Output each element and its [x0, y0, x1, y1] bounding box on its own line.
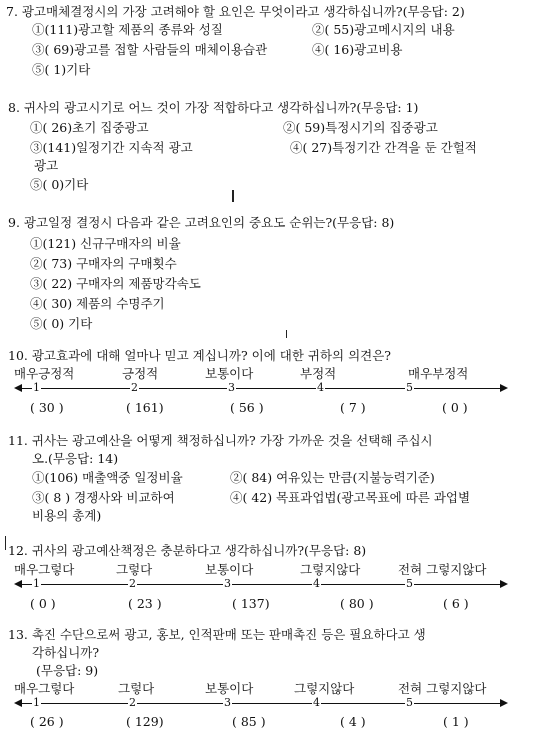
q10-scale-label-3: 보통이다	[205, 366, 254, 381]
q7-option-4: ④( 16)광고비용	[312, 42, 403, 57]
q13-question: 13. 촉진 수단으로써 광고, 홍보, 인적판매 또는 판매촉진 등은 필요하다고 생	[8, 627, 426, 642]
q13-nonresponse: (무응답: 9)	[36, 663, 99, 678]
q12-tick-3: 3	[224, 577, 231, 590]
q13-scale-label-2: 그렇다	[118, 681, 155, 696]
q12-scale-label-4: 그렇지않다	[300, 562, 361, 577]
q12-scale-label-3: 보통이다	[205, 562, 254, 577]
q12-count-4: ( 80 )	[340, 596, 374, 611]
q13-count-5: ( 1 )	[443, 714, 469, 729]
q13-tick-2: 2	[129, 696, 136, 709]
q10-scale-label-2: 긍정적	[122, 366, 159, 381]
q13-count-4: ( 4 )	[340, 714, 366, 729]
q12-tick-4: 4	[313, 577, 320, 590]
q8-option-5: ⑤( 0)기타	[30, 177, 89, 192]
q9-question: 9. 광고일정 결정시 다음과 같은 고려요인의 중요도 순위는?(무응답: 8)	[8, 215, 395, 230]
q12-scale-line	[20, 584, 500, 585]
q11-option-1: ①(106) 매출액중 일정비율	[32, 470, 183, 485]
q9-option-5: ⑤( 0) 기타	[30, 316, 93, 331]
q13-scale-label-4: 그렇지않다	[294, 681, 355, 696]
q10-scale-line	[20, 388, 500, 389]
q13-count-2: ( 129)	[126, 714, 164, 729]
q13-scale-line	[20, 703, 500, 704]
q12-count-1: ( 0 )	[30, 596, 56, 611]
q8-question: 8. 귀사의 광고시기로 어느 것이 가장 적합하다고 생각하십니까?(무응답: 1)	[8, 100, 419, 115]
q12-tick-2: 2	[129, 577, 136, 590]
q10-scale-label-4: 부정적	[300, 366, 337, 381]
q11-option-4-continued: 비용의 총계)	[32, 508, 102, 523]
q7-option-3: ③( 69)광고를 접할 사람들의 매체이용습관	[32, 42, 268, 57]
q13-scale-label-1: 매우그렇다	[14, 681, 75, 696]
q12-question: 12. 귀사의 광고예산책정은 충분하다고 생각하십니까?(무응답: 8)	[8, 543, 367, 558]
q13-count-3: ( 85 )	[232, 714, 266, 729]
q12-count-5: ( 6 )	[443, 596, 469, 611]
q7-option-5: ⑤( 1)기타	[32, 62, 91, 77]
q10-tick-3: 3	[228, 381, 235, 394]
q10-count-4: ( 7 )	[340, 400, 366, 415]
q10-scale-label-1: 매우긍정적	[14, 366, 75, 381]
q8-option-2: ②( 59)특정시기의 집중광고	[283, 120, 438, 135]
q9-option-3: ③( 22) 구매자의 제품망각속도	[30, 276, 201, 291]
q12-scale-label-1: 매우그렇다	[14, 562, 75, 577]
q9-option-4: ④( 30) 제품의 수명주기	[30, 296, 165, 311]
print-mark	[5, 536, 6, 550]
q9-option-1: ①(121) 신규구매자의 비율	[30, 236, 181, 251]
q10-count-5: ( 0 )	[442, 400, 468, 415]
q12-scale-label-2: 그렇다	[116, 562, 153, 577]
q7-question: 7. 광고매체결정시의 가장 고려해야 할 요인은 무엇이라고 생각하십니까?(무응답: 2)	[6, 4, 465, 19]
q10-tick-1: 1	[33, 381, 40, 394]
q13-scale-arrow-right	[500, 699, 508, 707]
q10-question: 10. 광고효과에 대해 얼마나 믿고 계십니까? 이에 대한 귀하의 의견은?	[8, 348, 391, 363]
q10-count-1: ( 30 )	[30, 400, 64, 415]
q10-count-2: ( 161)	[126, 400, 164, 415]
q8-option-4-continued: 광고	[34, 158, 59, 173]
q10-tick-5: 5	[406, 381, 413, 394]
q10-scale-arrow-right	[500, 384, 508, 392]
q11-option-4: ④( 42) 목표과업법(광고목표에 따른 과업별	[230, 490, 471, 505]
q12-scale-arrow-right	[500, 580, 508, 588]
print-mark	[232, 190, 234, 202]
q13-count-1: ( 26 )	[30, 714, 64, 729]
q12-count-2: ( 23 )	[128, 596, 162, 611]
q10-tick-4: 4	[317, 381, 324, 394]
print-mark	[286, 330, 287, 338]
q13-tick-4: 4	[313, 696, 320, 709]
q10-scale-label-5: 매우부정적	[408, 366, 469, 381]
q8-option-1: ①( 26)초기 집중광고	[30, 120, 149, 135]
q11-option-3: ③( 8 ) 경쟁사와 비교하여	[32, 490, 175, 505]
q13-question-continued: 각하십니까?	[32, 645, 100, 660]
q12-scale-label-5: 전혀 그렇지않다	[398, 562, 487, 577]
q10-count-3: ( 56 )	[230, 400, 264, 415]
q12-tick-5: 5	[406, 577, 413, 590]
q13-tick-5: 5	[406, 696, 413, 709]
q10-tick-2: 2	[131, 381, 138, 394]
q9-option-2: ②( 73) 구매자의 구매횟수	[30, 256, 177, 271]
q13-tick-3: 3	[224, 696, 231, 709]
q13-tick-1: 1	[33, 696, 40, 709]
q8-option-3: ③(141)일정기간 지속적 광고	[30, 140, 193, 155]
q11-question-continued: 오.(무응답: 14)	[32, 451, 119, 466]
q12-tick-1: 1	[33, 577, 40, 590]
q8-option-4: ④( 27)특정기간 간격을 둔 간헐적	[290, 140, 477, 155]
q7-option-2: ②( 55)광고메시지의 내용	[312, 22, 455, 37]
q11-question: 11. 귀사는 광고예산을 어떻게 책정하십니까? 가장 가까운 것을 선택해 주십시	[8, 433, 433, 448]
q11-option-2: ②( 84) 여유있는 만큼(지불능력기준)	[230, 470, 435, 485]
q12-count-3: ( 137)	[232, 596, 270, 611]
q13-scale-label-5: 전혀 그렇지않다	[398, 681, 487, 696]
q7-option-1: ①(111)광고할 제품의 종류와 성질	[32, 22, 223, 37]
q13-scale-label-3: 보통이다	[205, 681, 254, 696]
